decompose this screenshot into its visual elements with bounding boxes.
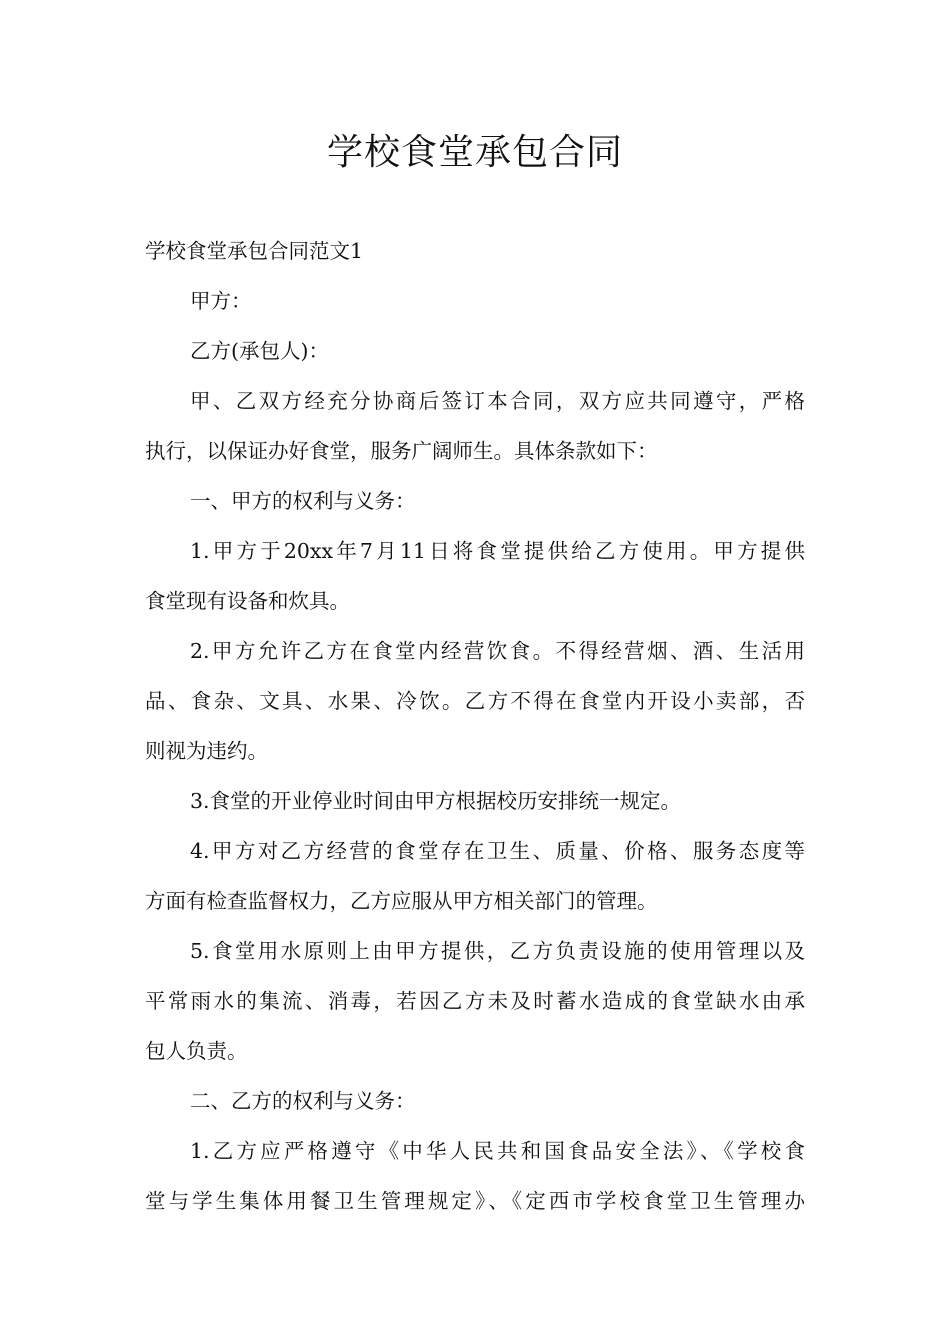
paragraph-line: 食堂现有设备和炊具。: [145, 589, 350, 613]
paragraph-line: 堂与学生集体用餐卫生管理规定》、《定西市学校食堂卫生管理办: [145, 1189, 805, 1213]
clause-heading: 二、乙方的权利与义务：: [190, 1089, 416, 1113]
paragraph-line: 1.乙方应严格遵守《中华人民共和国食品安全法》、《学校食: [190, 1139, 805, 1163]
paragraph-line: 甲、乙双方经充分协商后签订本合同，双方应共同遵守，严格: [190, 389, 805, 413]
paragraph-line: 执行，以保证办好食堂，服务广阔师生。具体条款如下：: [145, 439, 658, 463]
paragraph-line: 5.食堂用水原则上由甲方提供，乙方负责设施的使用管理以及: [190, 939, 805, 963]
paragraph-line: 品、食杂、文具、水果、冷饮。乙方不得在食堂内开设小卖部，否: [145, 689, 805, 713]
paragraph-line: 方面有检查监督权力，乙方应服从甲方相关部门的管理。: [145, 889, 658, 913]
party-b-line: 乙方(承包人)：: [190, 339, 329, 363]
document-body: [145, 226, 805, 1226]
paragraph-line: 3.食堂的开业停业时间由甲方根据校历安排统一规定。: [190, 789, 682, 813]
section-heading: 学校食堂承包合同范文1: [145, 239, 364, 263]
paragraph-line: 4.甲方对乙方经营的食堂存在卫生、质量、价格、服务态度等: [190, 839, 805, 863]
paragraph-line: 1.甲方于20xx年7月11日将食堂提供给乙方使用。甲方提供: [190, 539, 805, 563]
paragraph-line: 2.甲方允许乙方在食堂内经营饮食。不得经营烟、酒、生活用: [190, 639, 805, 663]
document-title: 学校食堂承包合同: [326, 132, 623, 173]
paragraph-line: 平常雨水的集流、消毒，若因乙方未及时蓄水造成的食堂缺水由承: [145, 989, 805, 1013]
paragraph-line: 则视为违约。: [145, 739, 268, 763]
paragraph-line: 包人负责。: [145, 1039, 248, 1063]
clause-heading: 一、甲方的权利与义务：: [190, 489, 416, 513]
party-a-line: 甲方：: [190, 289, 252, 313]
